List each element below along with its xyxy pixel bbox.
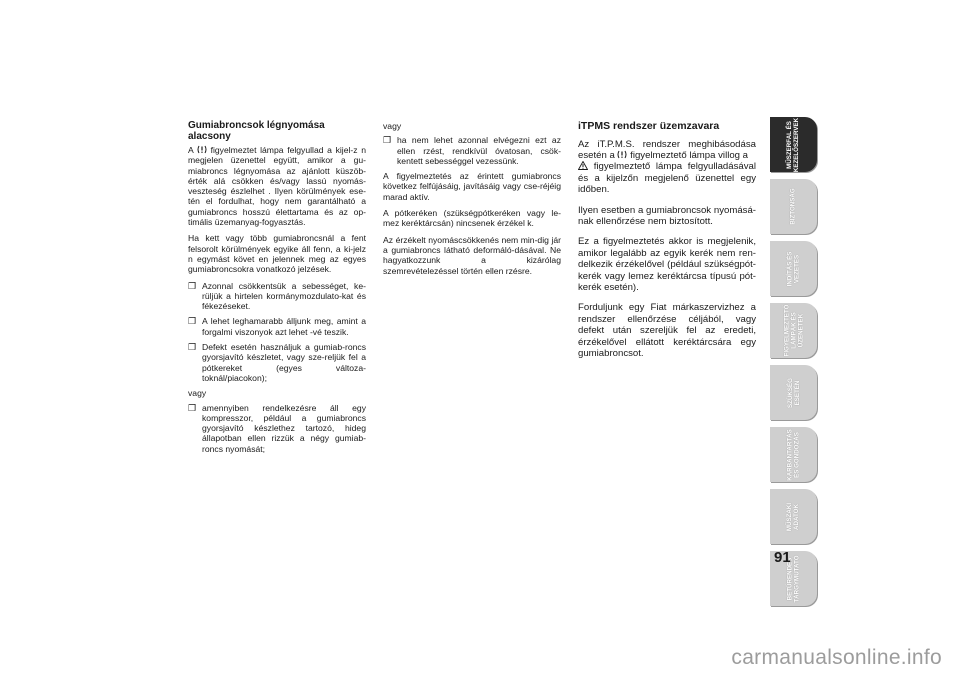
paragraph: A figyelmeztetés az érintett gumiabroncs következ felfújásáig, javításáig vagy cse-réjéig marad aktív. bbox=[383, 171, 561, 202]
tab-label: KARBANTARTÁS ÉS GONDOZÁS bbox=[786, 428, 801, 481]
section-heading-low-pressure: Gumiabroncsok légnyomása alacsony bbox=[188, 120, 325, 142]
column-left bbox=[188, 121, 366, 459]
list-item bbox=[188, 316, 366, 337]
tire-pressure-warning-icon bbox=[197, 145, 207, 154]
tab-safety[interactable] bbox=[770, 179, 817, 234]
tab-dashboard-controls[interactable] bbox=[770, 117, 817, 172]
tab-label: SZÜKSÉG ESETÉN bbox=[786, 377, 801, 408]
list-item-text: Defekt esetén használjuk a gumiab-roncs gyorsjavító készletet, vagy sze-reljük fel a pótkereket (egyes változa-toknál/piacokon); bbox=[202, 342, 366, 383]
tab-label: MŰSZAKI ADATOK bbox=[786, 502, 801, 531]
column-right bbox=[578, 121, 756, 368]
list-item bbox=[188, 281, 366, 312]
checkbox-bullet-icon: ❒ bbox=[188, 402, 197, 413]
tab-label: MŰSZERFAL ÉS KEZELŐSZERVEK bbox=[786, 117, 801, 172]
paragraph-text: figyelmeztet lámpa felgyullad a kijel-z n megjelen üzenettel együtt, amikor a gu-miabroncs légnyomása az ajánlott küszöb-érték alá csökken és/vagy lassú nyomás-veszteség észlelhet . Ilyen körülmények ese-tén el fordulhat, hogy nem garantálható a gumiabroncs hosszú élettartama és az op-timális üzemanyag-fogyasztás. bbox=[188, 145, 367, 228]
section-heading-itpms-failure: iTPMS rendszer üzemzavara bbox=[578, 120, 720, 132]
paragraph-text: Az iT.P.M.S. rendszer meghibásodása esetén a bbox=[578, 138, 756, 161]
list-item bbox=[188, 403, 366, 454]
paragraph-text: figyelmeztető lámpa villog a bbox=[630, 149, 749, 161]
general-warning-triangle-icon bbox=[578, 161, 588, 170]
tab-label: INDÍTÁS ÉS VEZETÉS bbox=[786, 251, 801, 286]
checkbox-bullet-icon: ❒ bbox=[188, 342, 197, 353]
list-item bbox=[383, 135, 561, 166]
conjunction-text: vagy bbox=[383, 121, 402, 131]
checkbox-bullet-icon: ❒ bbox=[188, 280, 197, 291]
paragraph bbox=[188, 145, 366, 227]
list-item-text: amennyiben rendelkezésre áll egy kompresszor, például a gumiabroncs gyorsjavító készlethez tartozó, hideg állapotban ellen rizzük a négy gumiab-roncs nyomását; bbox=[202, 402, 366, 454]
paragraph bbox=[578, 139, 756, 196]
column-middle bbox=[383, 121, 561, 282]
paragraph-text: A bbox=[188, 145, 194, 155]
tire-pressure-warning-icon bbox=[617, 150, 627, 159]
paragraph: Ilyen esetben a gumiabroncsok nyomásá-nak ellenőrzése nem biztosított. bbox=[578, 204, 756, 227]
checkbox-bullet-icon: ❒ bbox=[188, 316, 197, 327]
paragraph: A pótkeréken (szükségpótkeréken vagy le-mez keréktárcsán) nincsenek érzékel k. bbox=[383, 208, 561, 229]
checkbox-bullet-icon: ❒ bbox=[383, 135, 392, 146]
list-item-text: Azonnal csökkentsük a sebességet, ke-rüljük a hirtelen kormánymozdulato-kat és fékezéseket. bbox=[202, 280, 366, 312]
tab-label: BIZTONSÁG bbox=[789, 188, 797, 225]
list-item-text: ha nem lehet azonnal elvégezni ezt az ellen rzést, rendkívül óvatosan, csök-kentett sebességgel vezessünk. bbox=[397, 135, 561, 166]
page-number: 91 bbox=[774, 549, 791, 566]
conjunction-text: vagy bbox=[188, 388, 207, 399]
tab-technical-data[interactable] bbox=[770, 489, 817, 544]
tab-label: FIGYELMEZTETŐ LÁMPÁK ÉS ÜZENETEK bbox=[783, 304, 804, 357]
paragraph: Forduljunk egy Fiat márkaszervizhez a rendszer ellenőrzése céljából, vagy defekt után szereljük fel az eredeti, érzékelővel ellátott keréktárcsára egy gumiabroncsot. bbox=[578, 302, 756, 359]
paragraph-text: figyelmeztető lámpa felgyulladásával és a kijelzőn megjelenő üzenettel egy időben. bbox=[578, 161, 757, 196]
tab-starting-driving[interactable] bbox=[770, 241, 817, 296]
list-item bbox=[188, 342, 366, 383]
tab-maintenance[interactable] bbox=[770, 427, 817, 482]
paragraph: Ez a figyelmeztetés akkor is megjelenik, amikor legalább az egyik kerék nem ren-delkezik érzékelővel (például szükségpót-kerék vagy lemez keréktárcsa típusú pót-kerék esetén). bbox=[578, 236, 756, 293]
paragraph: Az érzékelt nyomáscsökkenés nem min-dig jár a gumiabroncs látható deformáló-dásával. Ne hagyatkozzunk a kizárólag szemrevételezéssel történ ellen rzésre. bbox=[383, 234, 561, 276]
paragraph: Ha kett vagy több gumiabroncsnál a fent felsorolt körülmények egyike áll fenn, a ki-jelz n egymást követ en jelennek meg az egyes gumiabroncsokra vonatkozó jelzések. bbox=[188, 233, 366, 275]
list-item-text: A lehet leghamarabb álljunk meg, amint a forgalmi viszonyok azt lehet -vé teszik. bbox=[202, 316, 366, 337]
watermark: carmanualsonline.info bbox=[731, 646, 942, 669]
tab-label: BETŰRENDES TÁRGYMUTATÓ bbox=[786, 554, 801, 603]
tab-emergency[interactable] bbox=[770, 365, 817, 420]
tab-warning-lights[interactable] bbox=[770, 303, 817, 358]
